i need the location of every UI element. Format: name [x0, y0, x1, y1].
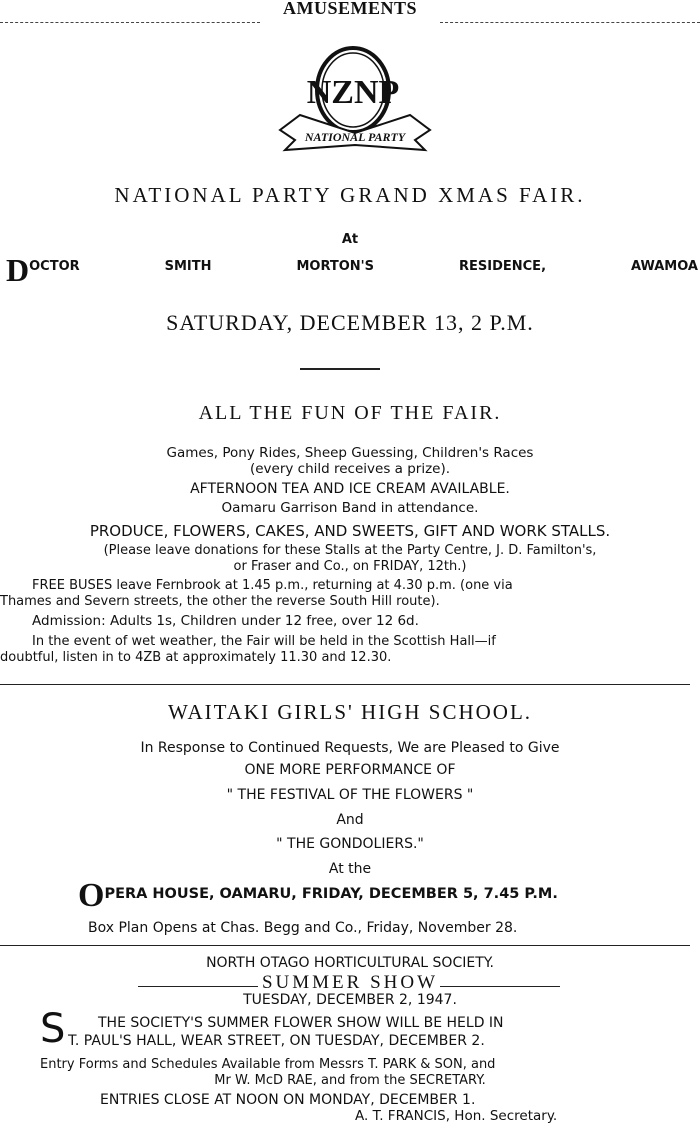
- fair-short-rule: [300, 368, 380, 370]
- school-line2: ONE MORE PERFORMANCE OF: [244, 762, 456, 778]
- section-title: AMUSEMENTS: [282, 0, 417, 18]
- fair-at: At: [341, 232, 359, 247]
- horti-society: NORTH OTAGO HORTICULTURAL SOCIETY.: [206, 955, 494, 971]
- fair-donations-line2: or Fraser and Co., on FRIDAY, 12th.): [233, 559, 467, 574]
- divider: [0, 684, 690, 685]
- school-venue-initial: O: [78, 877, 105, 914]
- horti-body-line2: T. PAUL'S HALL, WEAR STREET, ON TUESDAY, DECEMBER 2.: [68, 1033, 485, 1049]
- header-rule-right: [440, 22, 700, 23]
- fair-location-initial: D: [6, 252, 30, 288]
- logo-monogram: NZNP: [306, 74, 400, 111]
- fair-donations-line1: (Please leave donations for these Stalls at the Party Centre, J. D. Familton's,: [103, 543, 597, 558]
- header-rule-left: [0, 22, 260, 23]
- fair-date: SATURDAY, DECEMBER 13, 2 P.M.: [166, 310, 534, 335]
- horti-initial: S: [40, 1006, 66, 1052]
- school-line4: And: [336, 812, 364, 828]
- horti-entry-line1: Entry Forms and Schedules Available from Messrs T. PARK & SON, and: [40, 1057, 496, 1072]
- fair-title: NATIONAL PARTY GRAND XMAS FAIR.: [114, 183, 586, 207]
- school-line3: " THE FESTIVAL OF THE FLOWERS ": [226, 787, 474, 803]
- horti-entry-line2: Mr W. McD RAE, and from the SECRETARY.: [214, 1073, 486, 1088]
- fair-tea: AFTERNOON TEA AND ICE CREAM AVAILABLE.: [190, 481, 510, 497]
- fair-location-word: MORTON'S: [296, 259, 375, 274]
- fair-admission: Admission: Adults 1s, Children under 12 free, over 12 6d.: [32, 613, 419, 629]
- fair-weather-line2: doubtful, listen in to 4ZB at approximately 11.30 and 12.30.: [0, 650, 392, 665]
- school-line6: At the: [328, 861, 372, 877]
- horti-rule-right: [440, 986, 560, 987]
- logo-ribbon-text: NATIONAL PARTY: [304, 130, 406, 144]
- logo-emblem: [275, 45, 435, 165]
- horti-show-date: TUESDAY, DECEMBER 2, 1947.: [243, 992, 457, 1008]
- fair-location-word: OCTOR: [29, 259, 80, 274]
- fair-stalls: PRODUCE, FLOWERS, CAKES, AND SWEETS, GIFT AND WORK STALLS.: [89, 522, 611, 540]
- fair-fun-heading: ALL THE FUN OF THE FAIR.: [198, 402, 502, 424]
- horti-body-line1: THE SOCIETY'S SUMMER FLOWER SHOW WILL BE HELD IN: [98, 1015, 504, 1031]
- national-party-logo: [275, 45, 435, 165]
- fair-location-first-word: [6, 252, 80, 288]
- fair-games-line1: Games, Pony Rides, Sheep Guessing, Children's Races: [166, 445, 534, 461]
- divider: [0, 945, 690, 946]
- school-line5: " THE GONDOLIERS.": [276, 836, 424, 852]
- fair-buses-line1: FREE BUSES leave Fernbrook at 1.45 p.m., returning at 4.30 p.m. (one via: [32, 578, 513, 593]
- school-line1: In Response to Continued Requests, We are Pleased to Give: [140, 740, 560, 756]
- school-venue: [78, 877, 558, 914]
- fair-buses-line2: Thames and Severn streets, the other the reverse South Hill route).: [0, 594, 440, 609]
- school-box-plan: Box Plan Opens at Chas. Begg and Co., Friday, November 28.: [88, 920, 518, 936]
- fair-location: [6, 252, 698, 288]
- fair-location-word: RESIDENCE,: [459, 259, 547, 274]
- fair-band: Oamaru Garrison Band in attendance.: [221, 500, 479, 516]
- school-venue-text: PERA HOUSE, OAMARU, FRIDAY, DECEMBER 5, 7.45 P.M.: [104, 886, 558, 902]
- horti-signature: A. T. FRANCIS, Hon. Secretary.: [355, 1108, 558, 1124]
- horti-close: ENTRIES CLOSE AT NOON ON MONDAY, DECEMBER 1.: [100, 1092, 476, 1108]
- fair-location-word: AWAMOA: [630, 259, 698, 274]
- horti-show-title: SUMMER SHOW: [261, 972, 439, 993]
- school-title: WAITAKI GIRLS' HIGH SCHOOL.: [167, 700, 533, 724]
- fair-location-word: SMITH: [164, 259, 212, 274]
- fair-weather-line1: In the event of wet weather, the Fair will be held in the Scottish Hall—if: [32, 634, 496, 649]
- fair-games-line2: (every child receives a prize).: [249, 461, 451, 477]
